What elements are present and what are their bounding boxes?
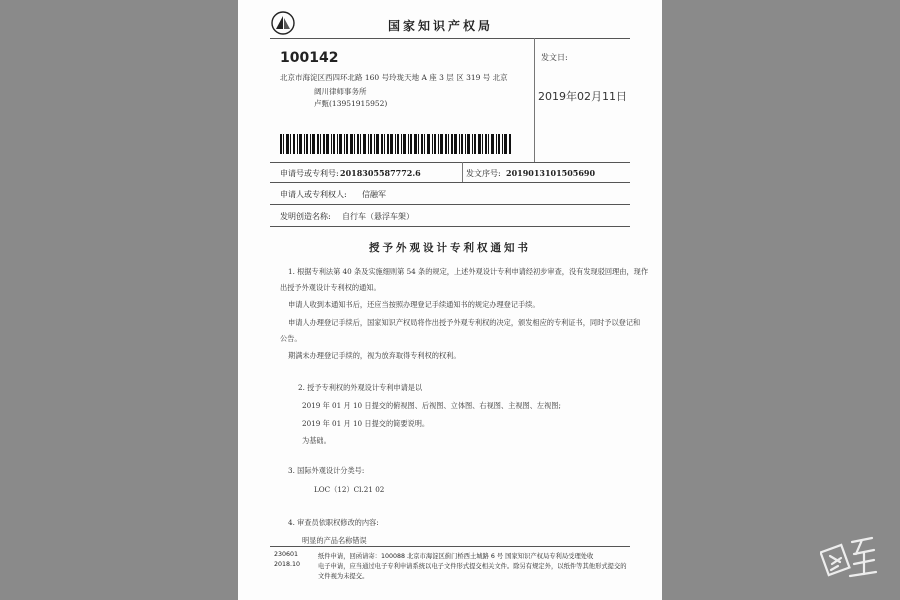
address-line-2: 阔川律师事务所 (314, 87, 367, 96)
address-line-3: 卢甄(13951915952) (314, 99, 388, 108)
app-no-value: 2018305587772.6 (340, 168, 421, 178)
section-4-value: 明显的产品名称错误 (302, 536, 367, 545)
app-no-label: 申请号或专利号: (280, 169, 339, 178)
footer-line-3: 文件视为未提交。 (318, 573, 369, 580)
address-line-1: 北京市海淀区西四环北路 160 号玲珑天地 A 座 3 层 区 319 号 北京 (280, 73, 508, 82)
watermark-logo (820, 532, 878, 590)
paragraph-2: 申请人收到本通知书后，还应当按照办理登记手续通知书的规定办理登记手续。 (288, 300, 540, 309)
section-2-line-1: 2019 年 01 月 10 日提交的俯视图、后视图、立体图、右视图、主视图、左视图; (302, 401, 561, 410)
footer-code-2: 2018.10 (274, 561, 301, 568)
section-2-heading: 2. 授予专利权的外观设计专利申请是以 (298, 383, 423, 392)
invention-name-label: 发明创造名称: (280, 212, 331, 221)
fields-divider (462, 162, 463, 182)
footer-code-1: 230601 (274, 551, 299, 558)
paragraph-1-cont: 出授予外观设计专利权的通知。 (280, 283, 381, 292)
header-divider (534, 38, 535, 162)
paragraph-3: 申请人办理登记手续后，国家知识产权局将作出授予外观专利权的决定，颁发相应的专利证书，同时予以登记和 (288, 318, 641, 327)
fields-rule-1 (270, 162, 630, 163)
fields-rule-3 (270, 204, 630, 205)
paragraph-1: 1. 根据专利法第 40 条及实施细则第 54 条的规定，上述外观设计专利申请经初步审查，没有发现驳回理由，现作 (288, 267, 649, 276)
section-2-line-2: 2019 年 01 月 10 日提交的简要说明。 (302, 419, 430, 428)
serial-label: 发文序号: (466, 169, 501, 178)
section-4-heading: 4. 审查员依职权修改的内容: (288, 518, 379, 527)
footer-line-2: 电子申请，应当通过电子专利申请系统以电子文件形式提交相关文件。除另有规定外，以纸件等其他形式提交的 (318, 563, 627, 570)
fields-rule-2 (270, 182, 630, 183)
footer-rule (270, 546, 630, 547)
section-3-heading: 3. 国际外观设计分类号: (288, 466, 365, 475)
footer-line-1: 纸件申请，回函请寄：100088 北京市海淀区蓟门桥西土城路 6 号 国家知识产权局专利局受理处收 (318, 553, 594, 560)
section-2-line-3: 为基础。 (302, 436, 331, 445)
send-date: 2019年02月11日 (538, 90, 627, 103)
serial-value: 2019013101505690 (506, 168, 596, 178)
fields-rule-4 (270, 226, 630, 227)
barcode (280, 134, 512, 154)
notice-title: 授予外观设计专利权通知书 (369, 242, 531, 254)
invention-name-value: 自行车（悬浮车架） (342, 212, 414, 221)
header-rule (270, 38, 630, 39)
send-date-label: 发文日: (541, 53, 568, 62)
paragraph-3-cont: 公告。 (280, 334, 302, 343)
paragraph-4: 期满未办理登记手续的，视为放弃取得专利权的权利。 (288, 351, 461, 360)
applicant-label: 申请人或专利权人: (280, 190, 347, 199)
section-3-value: LOC（12）Cl.21 02 (314, 485, 385, 494)
postcode: 100142 (280, 50, 339, 66)
applicant-value: 信融军 (362, 190, 386, 199)
notice-document (238, 0, 662, 600)
office-name: 国家知识产权局 (388, 19, 494, 33)
cnipa-logo-icon (270, 10, 296, 36)
